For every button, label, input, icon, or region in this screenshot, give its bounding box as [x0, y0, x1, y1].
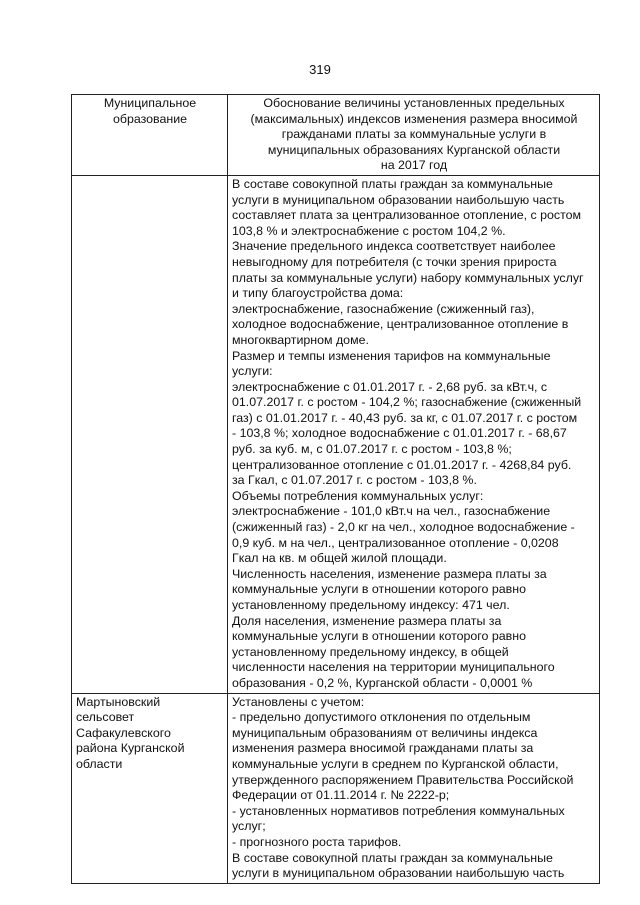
text-line: и типу благоустройства дома:: [232, 286, 404, 301]
text-line: коммунальные услуги в отношении которого равно: [232, 582, 526, 597]
text-line: электроснабжение - 101,0 кВт.ч на чел., газоснабжение: [232, 504, 551, 519]
municipality-line: сельсовет: [76, 710, 135, 725]
text-line: В составе совокупной платы граждан за коммунальные: [232, 176, 553, 191]
text-line: Численность населения, изменение размера платы за: [232, 566, 547, 581]
text-line: - предельно допустимого отклонения по отдельным: [232, 710, 531, 725]
page-number: 319: [309, 62, 331, 77]
text-line: за Гкал, с 01.07.2017 г. с ростом - 103,8 %.: [232, 473, 477, 488]
header-municipality: [72, 95, 228, 176]
text-line: образования - 0,2 %, Курганской области - 0,0001 %: [232, 675, 533, 690]
header-text-line: на 2017 год: [380, 158, 448, 173]
text-line: Гкал на кв. м общей жилой площади.: [232, 551, 447, 566]
text-line: численности населения на территории муниципального: [232, 660, 555, 675]
text-line: многоквартирном доме.: [232, 332, 369, 347]
text-line: централизованное отопление с 01.01.2017 г. - 4268,84 руб.: [232, 457, 572, 472]
text-line: Доля населения, изменение размера платы за: [232, 613, 502, 628]
text-line: изменения размера вносимой гражданами платы за: [232, 741, 534, 756]
text-line: холодное водоснабжение, централизованное отопление в: [232, 317, 569, 332]
text-line: утвержденного распоряжением Правительства Российской: [232, 772, 574, 787]
header-text-line: (максимальных) индексов изменения размера вносимой: [250, 111, 578, 126]
text-line: невыгодному для потребителя (с точки зрения прироста: [232, 254, 557, 269]
text-line: электроснабжение с 01.01.2017 г. - 2,68 руб. за кВт.ч, с: [232, 379, 548, 394]
table-row: [72, 175, 600, 693]
header-text-line: Обоснование величины установленных предельных: [263, 96, 565, 110]
header-justification: [228, 95, 600, 176]
table-row: [72, 693, 600, 883]
text-line: установленному предельному индексу, в общей: [232, 644, 509, 659]
text-line: Установлены с учетом:: [232, 694, 365, 709]
text-line: коммунальные услуги в среднем по Курганской области,: [232, 756, 559, 771]
header-text-line: гражданами платы за коммунальные услуги в: [281, 127, 547, 142]
text-line: 103,8 % и электроснабжение с ростом 104,2 %.: [232, 223, 506, 238]
text-line: Размер и темпы изменения тарифов на коммунальные: [232, 348, 551, 363]
text-line: Федерации от 01.11.2014 г. № 2222-р;: [232, 788, 450, 803]
text-line: услуги в муниципальном образовании наибольшую часть: [232, 866, 565, 881]
text-line: Значение предельного индекса соответствует наиболее: [232, 239, 556, 254]
municipality-cell: [72, 693, 228, 883]
municipality-line: Мартыновский: [76, 694, 161, 709]
text-line: - прогнозного роста тарифов.: [232, 834, 402, 849]
table-header-row: [72, 95, 600, 176]
justification-cell: [228, 693, 600, 883]
municipality-line: района Курганской: [76, 741, 185, 756]
text-line: - 103,8 %; холодное водоснабжение с 01.01.2017 г. - 68,67: [232, 426, 567, 441]
text-line: В составе совокупной платы граждан за коммунальные: [232, 850, 553, 865]
header-text-line: муниципальных образованиях Курганской области: [267, 142, 561, 157]
text-line: установленному предельному индексу: 471 чел.: [232, 598, 510, 612]
municipality-cell: [72, 175, 228, 693]
text-line: услуги:: [232, 364, 273, 379]
text-line: - установленных нормативов потребления коммунальных: [232, 803, 565, 818]
text-line: платы за коммунальные услуги) набору коммунальных услуг: [232, 270, 584, 285]
text-line: Объемы потребления коммунальных услуг:: [232, 488, 484, 503]
municipality-line: Сафакулевского: [76, 725, 171, 740]
text-line: руб. за куб. м, с 01.07.2017 г. с ростом - 103,8 %;: [232, 442, 512, 457]
text-line: электроснабжение, газоснабжение (сжиженный газ),: [232, 301, 535, 316]
header-text-line: Муниципальное: [103, 96, 197, 110]
text-line: 0,9 куб. м на чел., централизованное отопление - 0,0208: [232, 535, 559, 550]
text-line: услуг;: [232, 819, 266, 834]
text-line: (сжиженный газ) - 2,0 кг на чел., холодное водоснабжение -: [232, 520, 575, 535]
text-line: услуги в муниципальном образовании наибольшую часть: [232, 192, 565, 207]
text-line: коммунальные услуги в отношении которого равно: [232, 629, 526, 644]
header-text-line: образование: [112, 111, 188, 126]
municipality-line: области: [76, 756, 123, 771]
text-line: газ) с 01.01.2017 г. - 40,43 руб. за кг, с 01.07.2017 г. с ростом: [232, 410, 578, 425]
text-line: муниципальным образованиям от величины индекса: [232, 725, 538, 740]
text-line: составляет плата за централизованное отопление, с ростом: [232, 208, 582, 223]
justification-table: [71, 94, 600, 884]
text-line: 01.07.2017 г. с ростом - 104,2 %; газоснабжение (сжиженный: [232, 395, 582, 410]
justification-cell: [228, 175, 600, 693]
